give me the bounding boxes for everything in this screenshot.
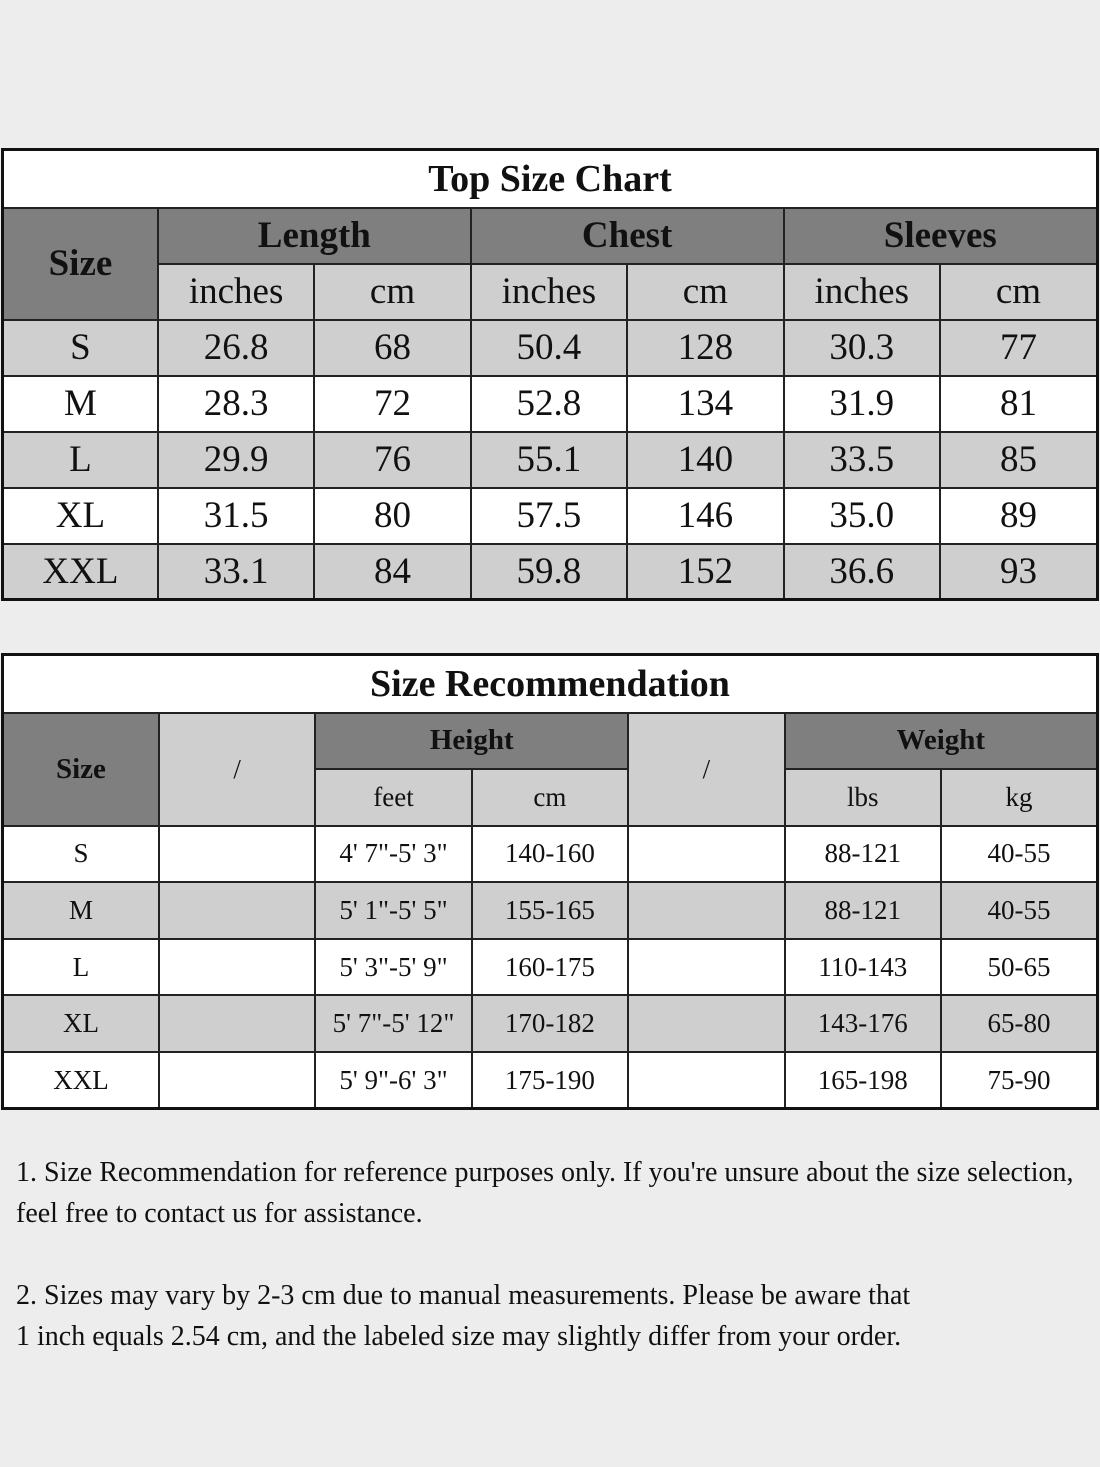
value-cell: 81 bbox=[940, 376, 1098, 432]
weight-group-header: Weight bbox=[785, 713, 1098, 770]
slash-header: / bbox=[628, 713, 784, 826]
value-cell: 33.1 bbox=[158, 544, 314, 600]
value-cell: 57.5 bbox=[471, 488, 627, 544]
size-cell: XXL bbox=[3, 544, 158, 600]
value-cell: 85 bbox=[940, 432, 1098, 488]
size-cell: L bbox=[3, 432, 158, 488]
size-column-header: Size bbox=[3, 208, 158, 320]
weight-kg-cell: 75-90 bbox=[941, 1052, 1098, 1109]
value-cell: 59.8 bbox=[471, 544, 627, 600]
weight-lbs-cell: 110-143 bbox=[785, 939, 941, 996]
unit-header: kg bbox=[941, 769, 1098, 826]
weight-kg-cell: 40-55 bbox=[941, 882, 1098, 939]
empty-cell bbox=[159, 826, 315, 883]
value-cell: 93 bbox=[940, 544, 1098, 600]
weight-lbs-cell: 143-176 bbox=[785, 995, 941, 1052]
top-size-chart-table bbox=[1, 148, 1099, 601]
table-row bbox=[3, 995, 1098, 1052]
height-group-header: Height bbox=[315, 713, 628, 770]
top-chart-title: Top Size Chart bbox=[3, 150, 1098, 208]
value-cell: 35.0 bbox=[784, 488, 940, 544]
table-row bbox=[3, 376, 1098, 432]
value-cell: 152 bbox=[627, 544, 783, 600]
size-cell: M bbox=[3, 882, 159, 939]
slash-header: / bbox=[159, 713, 315, 826]
height-cm-cell: 140-160 bbox=[472, 826, 628, 883]
value-cell: 33.5 bbox=[784, 432, 940, 488]
height-cm-cell: 155-165 bbox=[472, 882, 628, 939]
value-cell: 89 bbox=[940, 488, 1098, 544]
weight-kg-cell: 50-65 bbox=[941, 939, 1098, 996]
empty-cell bbox=[159, 995, 315, 1052]
value-cell: 29.9 bbox=[158, 432, 314, 488]
height-feet-cell: 5' 7"-5' 12" bbox=[315, 995, 471, 1052]
weight-lbs-cell: 88-121 bbox=[785, 826, 941, 883]
unit-header: lbs bbox=[785, 769, 941, 826]
empty-cell bbox=[628, 939, 784, 996]
size-cell: M bbox=[3, 376, 158, 432]
table-row bbox=[3, 432, 1098, 488]
height-feet-cell: 5' 9"-6' 3" bbox=[315, 1052, 471, 1109]
value-cell: 77 bbox=[940, 320, 1098, 376]
recommendation-title: Size Recommendation bbox=[3, 655, 1098, 713]
unit-header: cm bbox=[627, 264, 783, 320]
note-reference-only: 1. Size Recommendation for reference purposes only. If you're unsure about the size selection, feel free to contact us for assistance. bbox=[16, 1157, 1074, 1229]
table-row bbox=[3, 882, 1098, 939]
unit-header: cm bbox=[472, 769, 628, 826]
value-cell: 26.8 bbox=[158, 320, 314, 376]
value-cell: 140 bbox=[627, 432, 783, 488]
unit-header: inches bbox=[784, 264, 940, 320]
table-row bbox=[3, 488, 1098, 544]
empty-cell bbox=[159, 882, 315, 939]
size-cell: S bbox=[3, 826, 159, 883]
height-cm-cell: 175-190 bbox=[472, 1052, 628, 1109]
value-cell: 28.3 bbox=[158, 376, 314, 432]
value-cell: 55.1 bbox=[471, 432, 627, 488]
height-cm-cell: 160-175 bbox=[472, 939, 628, 996]
table-row bbox=[3, 939, 1098, 996]
size-cell: L bbox=[3, 939, 159, 996]
height-cm-cell: 170-182 bbox=[472, 995, 628, 1052]
empty-cell bbox=[628, 995, 784, 1052]
table-row bbox=[3, 544, 1098, 600]
size-cell: XXL bbox=[3, 1052, 159, 1109]
value-cell: 80 bbox=[314, 488, 470, 544]
value-cell: 68 bbox=[314, 320, 470, 376]
unit-header: inches bbox=[158, 264, 314, 320]
weight-kg-cell: 40-55 bbox=[941, 826, 1098, 883]
note-2-line-2: 1 inch equals 2.54 cm, and the labeled size may slightly differ from your order. bbox=[16, 1321, 902, 1352]
value-cell: 31.5 bbox=[158, 488, 314, 544]
height-feet-cell: 5' 3"-5' 9" bbox=[315, 939, 471, 996]
value-cell: 128 bbox=[627, 320, 783, 376]
value-cell: 84 bbox=[314, 544, 470, 600]
value-cell: 52.8 bbox=[471, 376, 627, 432]
value-cell: 72 bbox=[314, 376, 470, 432]
empty-cell bbox=[159, 1052, 315, 1109]
table-row bbox=[3, 1052, 1098, 1109]
length-group-header: Length bbox=[158, 208, 471, 264]
unit-header: feet bbox=[315, 769, 471, 826]
unit-header: cm bbox=[314, 264, 470, 320]
size-recommendation-table bbox=[1, 653, 1099, 1110]
empty-cell bbox=[628, 826, 784, 883]
value-cell: 30.3 bbox=[784, 320, 940, 376]
unit-header: cm bbox=[940, 264, 1098, 320]
table-row bbox=[3, 320, 1098, 376]
empty-cell bbox=[628, 1052, 784, 1109]
value-cell: 134 bbox=[627, 376, 783, 432]
size-column-header: Size bbox=[3, 713, 159, 826]
unit-header: inches bbox=[471, 264, 627, 320]
note-measurement-variance bbox=[16, 1275, 1086, 1357]
chest-group-header: Chest bbox=[471, 208, 784, 264]
size-cell: S bbox=[3, 320, 158, 376]
value-cell: 50.4 bbox=[471, 320, 627, 376]
empty-cell bbox=[628, 882, 784, 939]
empty-cell bbox=[159, 939, 315, 996]
note-2-line-1: 2. Sizes may vary by 2-3 cm due to manual measurements. Please be aware that bbox=[16, 1280, 911, 1311]
weight-lbs-cell: 165-198 bbox=[785, 1052, 941, 1109]
sleeves-group-header: Sleeves bbox=[784, 208, 1098, 264]
size-cell: XL bbox=[3, 995, 159, 1052]
value-cell: 76 bbox=[314, 432, 470, 488]
value-cell: 36.6 bbox=[784, 544, 940, 600]
table-row bbox=[3, 826, 1098, 883]
height-feet-cell: 5' 1"-5' 5" bbox=[315, 882, 471, 939]
weight-kg-cell: 65-80 bbox=[941, 995, 1098, 1052]
size-cell: XL bbox=[3, 488, 158, 544]
height-feet-cell: 4' 7"-5' 3" bbox=[315, 826, 471, 883]
value-cell: 146 bbox=[627, 488, 783, 544]
weight-lbs-cell: 88-121 bbox=[785, 882, 941, 939]
value-cell: 31.9 bbox=[784, 376, 940, 432]
